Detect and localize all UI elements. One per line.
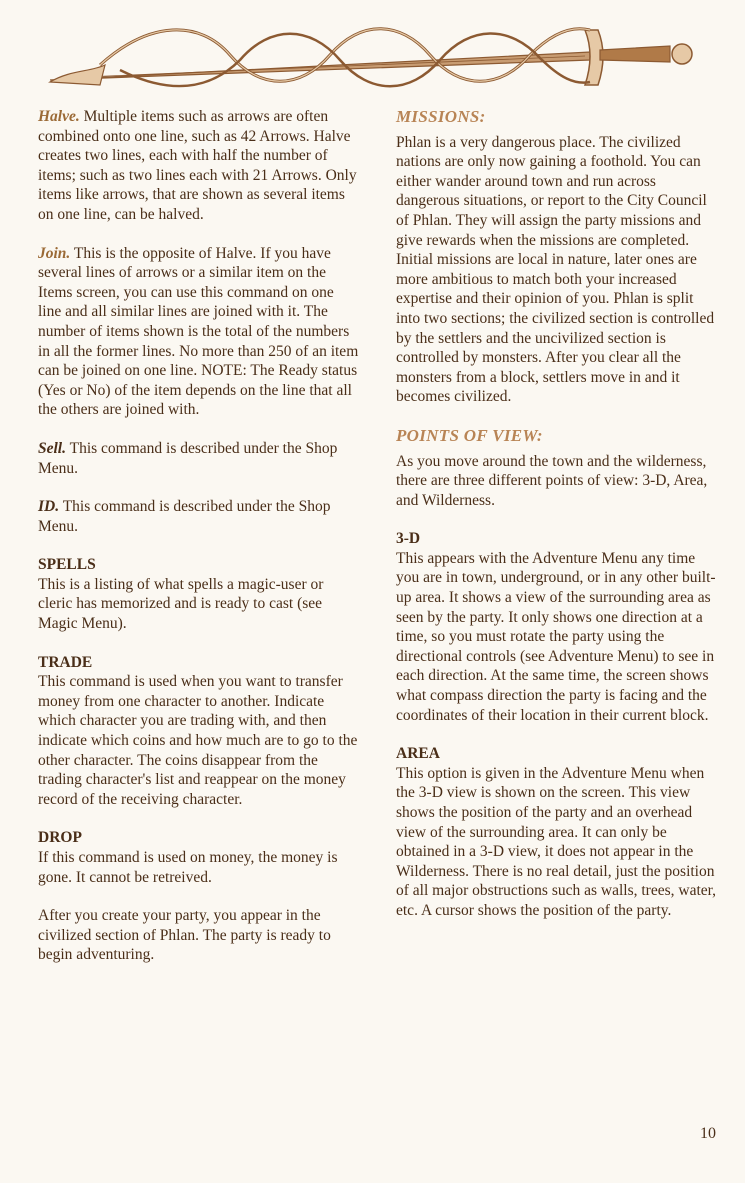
spells-section — [38, 555, 360, 633]
trade-heading: TRADE — [38, 653, 93, 671]
three-d-section — [396, 529, 718, 725]
id-text: This command is described under the Shop Menu. — [38, 498, 331, 535]
sword-grip — [600, 46, 670, 62]
join-text: This is the opposite of Halve. If you have several lines of arrows or a similar item on the Items screen, you can use this command on one line and all similar lines are joined with it. The number of items shown is the total of the numbers in all the former lines. No more than 250 of an item can be joined on one line. NOTE: The Ready status (Yes or No) of the item depends on the line that all the others are joined with. — [38, 244, 359, 419]
sell-paragraph — [38, 439, 360, 478]
points-of-view-heading: POINTS OF VIEW: — [396, 425, 543, 445]
trade-text: This command is used when you want to transfer money from one character to another. Indicate which character you are trading with, and then indicate which coins and how much are to go to the other character. The coins disappear from the trading character's list and reappear on the money record of the receiving character. — [38, 673, 358, 808]
drop-heading: DROP — [38, 829, 82, 847]
halve-term: Halve. — [38, 108, 80, 125]
area-section — [396, 744, 718, 920]
three-d-heading: 3-D — [396, 530, 421, 548]
points-of-view-text: As you move around the town and the wilderness, there are three different points of view: 3-D, Area, and Wilderness. — [396, 452, 708, 509]
sell-text: This command is described under the Shop Menu. — [38, 439, 338, 477]
missions-section — [396, 107, 718, 407]
right-column — [396, 107, 718, 940]
points-of-view-section — [396, 426, 718, 510]
sword-ribbon-ornament — [30, 10, 730, 100]
missions-text: Phlan is a very dangerous place. The civilized nations are only now gaining a foothold. You can either wander around town and run across dangerous situations, or report to the City Council of Phlan. They will assign the party missions and give rewards when the missions are completed. Initial missions are local in nature, later ones are more ambitious to match both your increased expertise and their opinion of you. Phlan is split into two sections; the civilized section is controlled by the settlers and the uncivilized section is controlled by monsters. After you clear all the monsters from a block, settlers move in and it becomes civilized. — [396, 133, 715, 406]
id-term: ID. — [38, 498, 60, 516]
id-paragraph — [38, 497, 360, 536]
sword-pommel — [672, 44, 692, 64]
area-heading: AREA — [396, 745, 440, 763]
area-text: This option is given in the Adventure Menu when the 3-D view is shown on the screen. This view shows the position of the party and an overhead view of the surrounding area. It can only be obtained in a 3-D view, it does not appear in the Wilderness. There is no real detail, just the position of all major obstructions such as walls, trees, water, etc. A cursor shows the position of the party. — [396, 764, 717, 919]
left-column — [38, 107, 360, 984]
closing-paragraph: After you create your party, you appear in the civilized section of Phlan. The party is ready to begin adventuring. — [38, 907, 331, 964]
sell-term: Sell. — [38, 439, 66, 457]
spells-heading: SPELLS — [38, 556, 96, 574]
three-d-text: This appears with the Adventure Menu any time you are in town, underground, or in any other built-up area. It shows a view of the surrounding area as seen by the party. It only shows one direction at a time, so you must rotate the party using the directional controls (see Adventure Menu) to see in each direction. At the same time, the screen shows what compass direction the party is facing and the coordinates of their location in their current block. — [396, 549, 716, 724]
drop-section — [38, 828, 360, 887]
missions-heading: MISSIONS: — [396, 107, 486, 126]
ribbon-tail — [50, 65, 105, 85]
drop-text: If this command is used on money, the money is gone. It cannot be retreived. — [38, 849, 338, 886]
trade-section — [38, 653, 360, 810]
join-term: Join. — [38, 244, 71, 262]
spells-text: This is a listing of what spells a magic-user or cleric has memorized and is ready to cast (see Magic Menu). — [38, 575, 324, 633]
join-paragraph — [38, 244, 360, 420]
page-number: 10 — [700, 1125, 716, 1142]
halve-text: Multiple items such as arrows are often combined onto one line, such as 42 Arrows. Halve creates two lines, each with half the number of items; such as two lines each with 21 Arrows. Only items like arrows, that are shown as several items on one line, can be halved. — [38, 108, 357, 223]
halve-paragraph — [38, 107, 360, 225]
